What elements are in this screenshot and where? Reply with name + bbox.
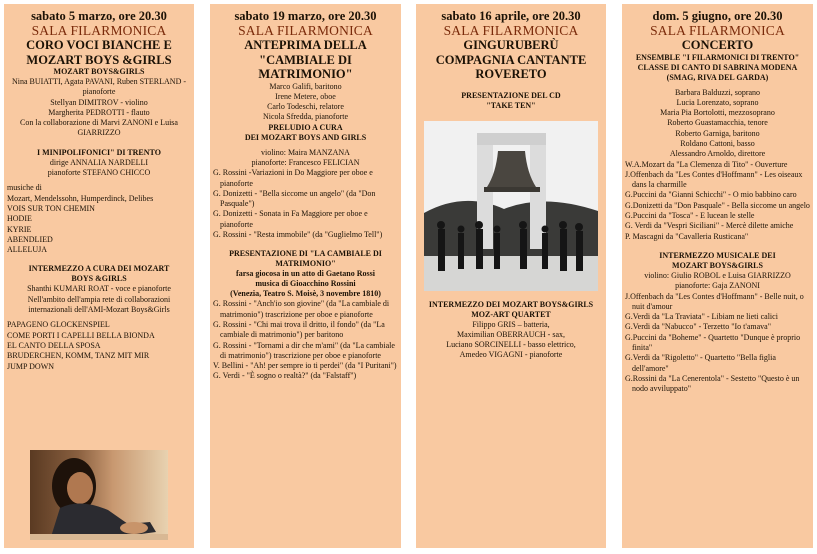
girl-with-hands-image bbox=[30, 450, 168, 540]
performer-line: Nina BUIATTI, Agata PAVANI, Ruben STERLAND - pianoforte bbox=[11, 77, 187, 97]
choir-staff-line: dirige ANNALIA NARDELLI bbox=[49, 157, 149, 167]
performer-line: Stellyan DIMITROV - violino bbox=[50, 97, 148, 107]
ensemble-heading: CLASSE DI CANTO DI SABRINA MODENA bbox=[637, 62, 798, 72]
event-title: MOZART BOYS &GIRLS bbox=[26, 52, 172, 67]
song-item: BRUDERCHEN, KOMM, TANZ MIT MIR bbox=[7, 351, 150, 361]
ensemble-heading: (SMAG, RIVA DEL GARDA) bbox=[666, 72, 769, 82]
program-item: G.Donizetti da "Don Pasquale" - Bella siccome un angelo bbox=[625, 200, 810, 210]
interlude-heading: MOZ-ART QUARTET bbox=[471, 309, 551, 319]
performer-line: Margherita PEDROTTI - flauto bbox=[48, 107, 150, 117]
performer-line: Con la collaborazione di Marvi ZANONI e Luisa GIARRIZZO bbox=[20, 118, 178, 138]
prelude-staff: pianoforte: Francesco FELICIAN bbox=[251, 157, 360, 167]
event-date: sabato 19 marzo, ore 20.30 bbox=[234, 9, 377, 23]
song-item: JUMP DOWN bbox=[7, 361, 55, 371]
member-line: Filippo GRIS – batteria, bbox=[472, 319, 550, 329]
program-item: P. Mascagni da "Cavalleria Rusticana" bbox=[625, 231, 749, 241]
singer-line: Roberto Guastamacchia, tenore bbox=[667, 118, 768, 128]
music-item: Mozart, Mendelssohn, Humperdinck, Delibes bbox=[7, 193, 154, 203]
interlude-heading: BOYS &GIRLS bbox=[71, 274, 127, 284]
music-intro: musiche di bbox=[7, 183, 42, 193]
program-column-march-19 bbox=[210, 4, 401, 548]
interlude-heading: INTERMEZZO DEI MOZART BOYS&GIRLS bbox=[428, 299, 594, 309]
cd-heading: PRESENTAZIONE DEL CD bbox=[461, 90, 561, 100]
singer-line: Barbara Balduzzi, soprano bbox=[674, 87, 761, 97]
interlude-heading: INTERMEZZO MUSICALE DEI bbox=[659, 250, 776, 260]
cast-line: Nicola Sfredda, pianoforte bbox=[262, 112, 349, 122]
presentation-heading: MATRIMONIO" bbox=[275, 259, 336, 269]
program-item: G.Puccini da "Boheme" - Quartetto "Dunque è proprio finita" bbox=[625, 332, 801, 353]
prelude-staff: violino: Maira MANZANA bbox=[261, 147, 350, 157]
program-item: G. Rossini - "Resta immobile" (da "Guglielmo Tell") bbox=[213, 230, 383, 240]
event-title: COMPAGNIA CANTANTE bbox=[435, 52, 587, 67]
event-venue: SALA FILARMONICA bbox=[238, 23, 373, 38]
group-photo bbox=[424, 121, 598, 291]
choir-staff-line: pianoforte STEFANO CHICCO bbox=[47, 168, 151, 178]
program-item: G. Rossini - "Tornami a dir che m'ami" (da "La cambiale di matrimonio") trascrizione per oboe e pianoforte bbox=[213, 340, 395, 360]
song-item: EL CANTO DELLA SPOSA bbox=[7, 340, 101, 350]
program-item: G. Rossini - "Anch'io son giovine" (da "La cambiale di matrimonio") trascrizione per oboe e pianoforte bbox=[213, 299, 390, 319]
prelude-heading: PRELUDIO A CURA bbox=[268, 122, 343, 132]
program-column-june-5 bbox=[622, 4, 813, 548]
singer-line: Roldano Cattoni, basso bbox=[680, 138, 755, 148]
event-venue: SALA FILARMONICA bbox=[650, 23, 785, 38]
ensemble-heading: ENSEMBLE "I FILARMONICI DI TRENTO" bbox=[635, 52, 800, 62]
program-item: G.Verdi da "Rigoletto" - Quartetto "Bella figlia dell'amore" bbox=[625, 353, 776, 373]
member-line: Amedeo VIGAGNI - pianoforte bbox=[459, 350, 563, 360]
singer-line: Alessandro Arnoldo, direttore bbox=[669, 149, 766, 159]
interlude-staff: violino: Giulio ROBOL e Luisa GIARRIZZO bbox=[644, 270, 791, 280]
program-column-march-5 bbox=[4, 4, 194, 548]
event-date: dom. 5 giugno, ore 20.30 bbox=[652, 9, 783, 23]
cd-title: "TAKE TEN" bbox=[486, 100, 536, 110]
program-item: G. Donizetti - "Bella siccome un angelo" (da "Don Pasquale") bbox=[213, 188, 376, 209]
ensemble-heading: MOZART BOYS&GIRLS bbox=[53, 67, 145, 76]
program-item: G.Puccini da "Tosca" - E lucean le stelle bbox=[625, 211, 755, 221]
program-item: J.Offenbach da "Les Contes d'Hoffmann" - Belle nuit, o nuit d'amour bbox=[625, 291, 804, 311]
program-item: G.Verdi da "La Traviata" - Libiam ne lieti calici bbox=[625, 312, 778, 322]
music-item: ALLELUJA bbox=[7, 245, 47, 255]
bell-tower-image bbox=[424, 121, 598, 291]
farce-line: (Venezia, Teatro S. Moisè, 3 novembre 1810) bbox=[230, 289, 381, 299]
cast-line: Marco Galifi, baritono bbox=[269, 81, 342, 91]
event-title: "CAMBIALE DI bbox=[259, 52, 352, 67]
interlude-heading: MOZART BOYS&GIRLS bbox=[672, 260, 763, 270]
singer-line: Roberto Garniga, baritono bbox=[675, 128, 760, 138]
program-column-april-16 bbox=[416, 4, 606, 548]
interlude-heading: INTERMEZZO A CURA DEI MOZART bbox=[28, 264, 170, 274]
program-item: G.Verdi da "Nabucco" - Terzetto "Io t'amava" bbox=[625, 322, 771, 332]
program-item: V. Bellini - "Ah! per sempre io ti perdei" (da "I Puritani") bbox=[213, 361, 397, 371]
music-item: KYRIE bbox=[7, 224, 32, 234]
music-item: VOIS SUR TON CHEMIN bbox=[7, 203, 95, 213]
event-date: sabato 16 aprile, ore 20.30 bbox=[441, 9, 581, 23]
performer-photo bbox=[30, 450, 168, 540]
interlude-text: Nell'ambito dell'ampia rete di collaborazioni internazionali dell'AMI-Mozart Boys&Girls bbox=[27, 294, 171, 315]
cast-line: Irene Metere, oboe bbox=[275, 91, 336, 101]
event-title: CORO VOCI BIANCHE E bbox=[26, 38, 172, 52]
farce-line: farsa giocosa in un atto di Gaetano Rossi bbox=[236, 269, 375, 279]
event-title: CONCERTO bbox=[681, 38, 754, 52]
member-line: Luciano SORCINELLI - basso elettrico, bbox=[446, 340, 576, 350]
presentation-heading: PRESENTAZIONE DI "LA CAMBIALE DI bbox=[229, 249, 382, 259]
program-item: G. Rossini -Variazioni in Do Maggiore per oboe e pianoforte bbox=[213, 168, 373, 188]
program-item: G. Rossini - "Chi mai trova il dritto, il fondo" (da "La cambiale di matrimonio") per baritono bbox=[213, 319, 385, 340]
choir-heading: I MINIPOLIFONICI" DI TRENTO bbox=[37, 147, 161, 157]
farce-line: musica di Gioacchino Rossini bbox=[255, 279, 356, 289]
program-item: G. Verdi - "È sogno o realtà?" (da "Falstaff") bbox=[213, 371, 357, 381]
cast-line: Carlo Todeschi, relatore bbox=[267, 102, 344, 112]
event-title: ROVERETO bbox=[475, 67, 547, 81]
program-item: G.Rossini da "La Cenerentola" - Sestetto "Questo è un nodo avviluppato" bbox=[625, 373, 800, 394]
song-item: PAPAGENO GLOCKENSPIEL bbox=[7, 320, 110, 330]
music-item: HODIE bbox=[7, 214, 32, 224]
music-item: ABENDLIED bbox=[7, 234, 53, 244]
event-date: sabato 5 marzo, ore 20.30 bbox=[31, 9, 167, 23]
program-item: G.Puccini da "Gianni Schicchi" - O mio babbino caro bbox=[625, 190, 797, 200]
interlude-text: Shanthi KUMARI ROAT - voce e pianoforte bbox=[27, 284, 171, 294]
song-item: COME PORTI I CAPELLI BELLA BIONDA bbox=[7, 330, 155, 340]
prelude-heading: DEI MOZART BOYS AND GIRLS bbox=[244, 132, 367, 142]
interlude-staff: pianoforte: Gaja ZANONI bbox=[675, 281, 760, 291]
event-venue: SALA FILARMONICA bbox=[443, 23, 579, 38]
event-title: MATRIMONIO" bbox=[258, 67, 353, 81]
program-item: J.Offenbach da "Les Contes d'Hoffmann" - Les oiseaux dans la charmille bbox=[625, 169, 803, 190]
event-title: GINGURUBERÙ bbox=[463, 38, 559, 52]
singer-line: Lucia Lorenzato, soprano bbox=[676, 97, 759, 107]
program-item: G. Verdi da "Vespri Siciliani" - Mercè dilette amiche bbox=[625, 221, 794, 231]
event-venue: SALA FILARMONICA bbox=[31, 23, 167, 38]
event-title: ANTEPRIMA DELLA bbox=[244, 38, 367, 52]
program-item: W.A.Mozart da "La Clemenza di Tito" - Ouverture bbox=[625, 159, 788, 169]
singer-line: Maria Pia Bortolotti, mezzosoprano bbox=[660, 108, 775, 118]
member-line: Maximilian OBERRAUCH - sax, bbox=[457, 329, 565, 339]
program-item: G. Donizetti - Sonata in Fa Maggiore per oboe e pianoforte bbox=[213, 209, 368, 229]
